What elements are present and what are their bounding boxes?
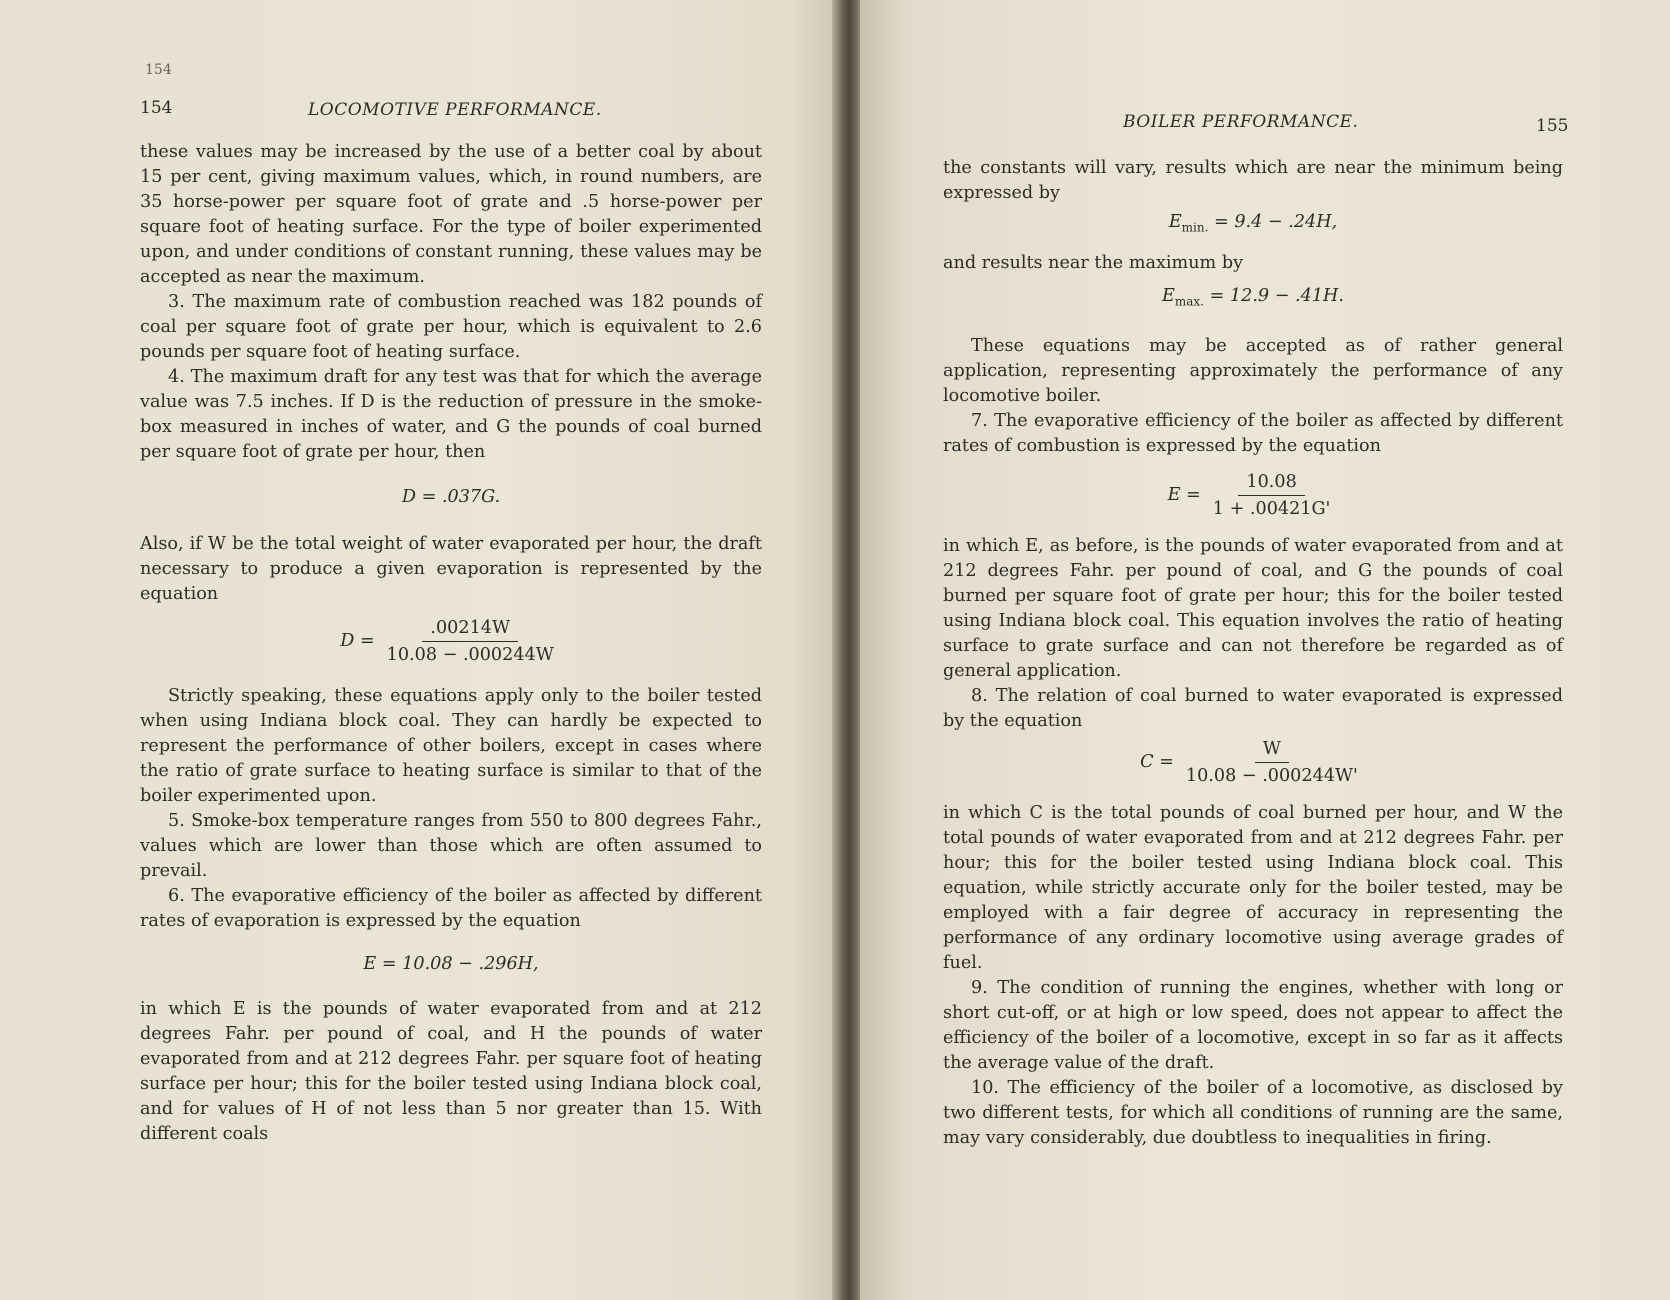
left-para-3: 3. The maximum rate of combustion reached was 182 pounds of coal per square foot of grate per hour, which is equivalent to 2.6 pounds per square foot of heating surface. [140, 292, 762, 362]
eq8-lhs: C = [1140, 752, 1174, 773]
equation-efficiency-combustion [943, 471, 1563, 520]
equation-max: $E_{max.} = 12.9 - .41H$. [1162, 285, 1344, 309]
left-running-title-text: LOCOMOTIVE PERFORMANCE. [308, 100, 602, 120]
left-running-title [308, 100, 602, 120]
right-page [860, 0, 1670, 1300]
right-running-title-text: BOILER PERFORMANCE. [1123, 112, 1359, 132]
equation-efficiency-evaporation: E = 10.08 − .296H, [363, 954, 539, 974]
left-para-5: 5. Smoke-box temperature ranges from 550 to 800 degrees Fahr., values which are lower than those which are often assumed to prevail. [140, 811, 762, 881]
stray-page-mark: 154 [145, 62, 172, 78]
left-para-6: 6. The evaporative efficiency of the boiler as affected by different rates of evaporation is expressed by the equation [140, 886, 762, 931]
eq7-denominator: 1 + .00421G' [1212, 499, 1331, 520]
right-para-c: These equations may be accepted as of rather general application, representing approximately the performance of any locomotive boiler. [943, 336, 1563, 407]
right-para-10: 10. The efficiency of the boiler of a locomotive, as disclosed by two different tests, for which all conditions of running are the same, may vary considerably, due doubtless to inequalities in firing. [943, 1078, 1563, 1149]
left-para-4b: Also, if W be the total weight of water evaporated per hour, the draft necessary to produce a given evaporation is represented by the equation [140, 534, 762, 604]
eq2-lhs: D = [340, 631, 375, 651]
left-text-block [140, 140, 762, 1147]
left-para-6b: in which E is the pounds of water evaporated from and at 212 degrees Fahr. per pound of coal, and H the pounds of water evaporated from and at 212 degrees Fahr. per square foot of heating surface per hour; this for the boiler tested using Indiana block coal, and for values of H of not less than 5 nor greater than 15. With different coals [140, 999, 762, 1144]
right-para-b: and results near the maximum by [943, 252, 1244, 273]
right-para-7: 7. The evaporative efficiency of the boiler as affected by different rates of combustion is expressed by the equation [943, 411, 1563, 457]
equation-min: $E_{min.} = 9.4 - .24H$, [1168, 212, 1338, 235]
equation-draft-coal: D = .037G. [401, 487, 501, 507]
left-para-1: these values may be increased by the use of a better coal by about 15 per cent, giving maximum values, which, in round numbers, are 35 horse-power per square foot of grate and .5 horse-power per square foot of heating surface. For the type of boiler experimented upon, and under conditions of constant running, these values may be accepted as near the maximum. [140, 142, 762, 287]
right-para-7b: in which E, as before, is the pounds of water evaporated from and at 212 degrees Fahr. per pound of coal, and G the pounds of coal burned per square foot of grate per hour; this for the boiler tested using Indiana block coal. This equation involves the ratio of heating surface to grate surface and can not therefore be regarded as of general application. [943, 536, 1563, 682]
right-text-block [943, 156, 1563, 1151]
left-para-strict: Strictly speaking, these equations apply only to the boiler tested when using Indiana block coal. They can hardly be expected to represent the performance of other boilers, except in cases where the ratio of grate surface to heating surface is similar to that of the boiler experimented upon. [140, 686, 762, 806]
eq2-numerator: .00214W [422, 617, 518, 642]
right-para-9: 9. The condition of running the engines, whether with long or short cut-off, or at high or low speed, does not appear to affect the efficiency of the boiler of a locomotive, except in so far as it affects the average value of the draft. [943, 978, 1563, 1074]
eq7-numerator: 10.08 [1238, 471, 1304, 496]
eq7-lhs: E = [1167, 485, 1201, 506]
right-page-number: 155 [1536, 116, 1569, 136]
eq2-denominator: 10.08 − .000244W [386, 645, 554, 665]
right-running-title [1123, 112, 1358, 132]
right-para-8b: in which C is the total pounds of coal burned per hour, and W the total pounds of water evaporated from and at 212 degrees Fahr. per hour; this for the boiler tested using Indiana block coal. This equation, while strictly accurate only for the boiler tested, may be employed with a fair degree of accuracy in representing the performance of any ordinary locomotive using average grades of fuel. [943, 803, 1563, 974]
equation-coal-water [943, 738, 1563, 787]
equation-draft-water [140, 617, 762, 666]
left-page-number: 154 [140, 98, 173, 118]
eq8-numerator: W [1255, 738, 1289, 763]
right-para-a: the constants will vary, results which are near the minimum being expressed by [943, 158, 1563, 203]
eq8-denominator: 10.08 − .000244W' [1185, 766, 1358, 787]
right-para-8: 8. The relation of coal burned to water evaporated is expressed by the equation [943, 686, 1563, 732]
left-para-4: 4. The maximum draft for any test was that for which the average value was 7.5 inches. If D is the reduction of pressure in the smoke-box measured in inches of water, and G the pounds of coal burned per square foot of grate per hour, then [140, 367, 762, 462]
